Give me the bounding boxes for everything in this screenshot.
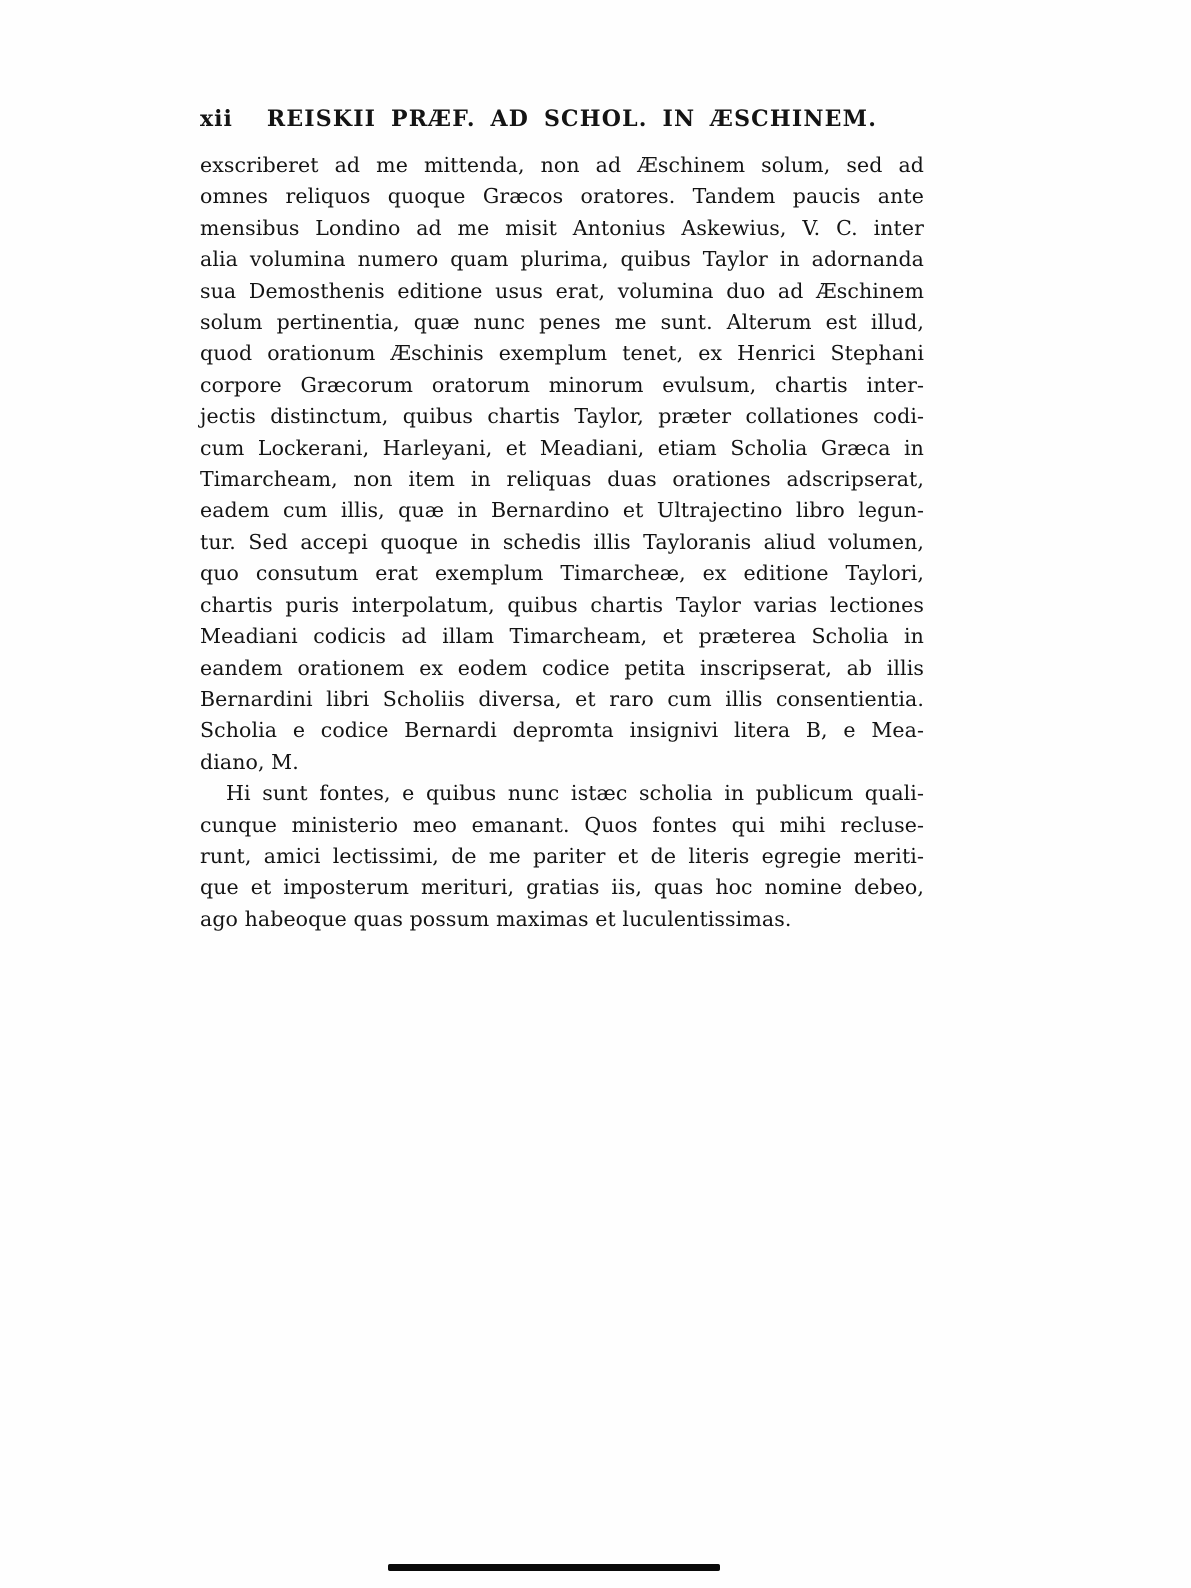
text-line: chartis puris interpolatum, quibus chartis Taylor varias lectiones: [200, 592, 924, 617]
text-line: quod orationum Æschinis exemplum tenet, ex Henrici Stephani: [200, 341, 924, 366]
text-line: mensibus Londino ad me misit Antonius Askewius, V. C. inter: [200, 215, 924, 240]
text-line: corpore Græcorum oratorum minorum evulsum, chartis inter-: [200, 372, 924, 397]
text-line: Hi sunt fontes, e quibus nunc istæc scholia in publicum quali-: [226, 781, 924, 806]
running-head: [200, 106, 924, 132]
text-line: Timarcheam, non item in reliquas duas orationes adscripserat,: [200, 467, 924, 492]
text-line: tur. Sed accepi quoque in schedis illis Tayloranis aliud volumen,: [200, 529, 924, 554]
text-line: ago habeoque quas possum maximas et luculentissimas.: [200, 906, 792, 931]
text-line: solum pertinentia, quæ nunc penes me sunt. Alterum est illud,: [200, 310, 924, 335]
text-line: jectis distinctum, quibus chartis Taylor, præter collationes codi-: [200, 404, 924, 429]
text-block: [200, 150, 924, 935]
text-line: eadem cum illis, quæ in Bernardino et Ultrajectino libro legun-: [200, 498, 924, 523]
scan-artifact-line: [388, 1564, 720, 1571]
text-line: eandem orationem ex eodem codice petita inscripserat, ab illis: [200, 655, 924, 680]
text-line: quo consutum erat exemplum Timarcheæ, ex editione Taylori,: [200, 561, 924, 586]
page-number: xii: [200, 106, 233, 132]
text-line: cunque ministerio meo emanant. Quos fontes qui mihi recluse-: [200, 812, 924, 837]
text-line: runt, amici lectissimi, de me pariter et de literis egregie meriti-: [200, 843, 924, 868]
text-line: sua Demosthenis editione usus erat, volumina duo ad Æschinem: [200, 278, 924, 303]
text-line: omnes reliquos quoque Græcos oratores. Tandem paucis ante: [200, 184, 924, 209]
text-line: Scholia e codice Bernardi depromta insignivi litera B, e Mea-: [200, 718, 924, 743]
text-line: Meadiani codicis ad illam Timarcheam, et præterea Scholia in: [200, 624, 924, 649]
text-line: exscriberet ad me mittenda, non ad Æschinem solum, sed ad: [200, 153, 924, 177]
page-title: REISKII PRÆF. AD SCHOL. IN ÆSCHINEM.: [266, 106, 878, 132]
text-line: diano, M.: [200, 749, 299, 774]
text-line: Bernardini libri Scholiis diversa, et raro cum illis consentientia.: [200, 686, 924, 711]
text-line: que et imposterum merituri, gratias iis, quas hoc nomine debeo,: [200, 875, 924, 900]
text-line: alia volumina numero quam plurima, quibus Taylor in adornanda: [200, 247, 924, 272]
text-line: cum Lockerani, Harleyani, et Meadiani, etiam Scholia Græca in: [200, 435, 924, 460]
